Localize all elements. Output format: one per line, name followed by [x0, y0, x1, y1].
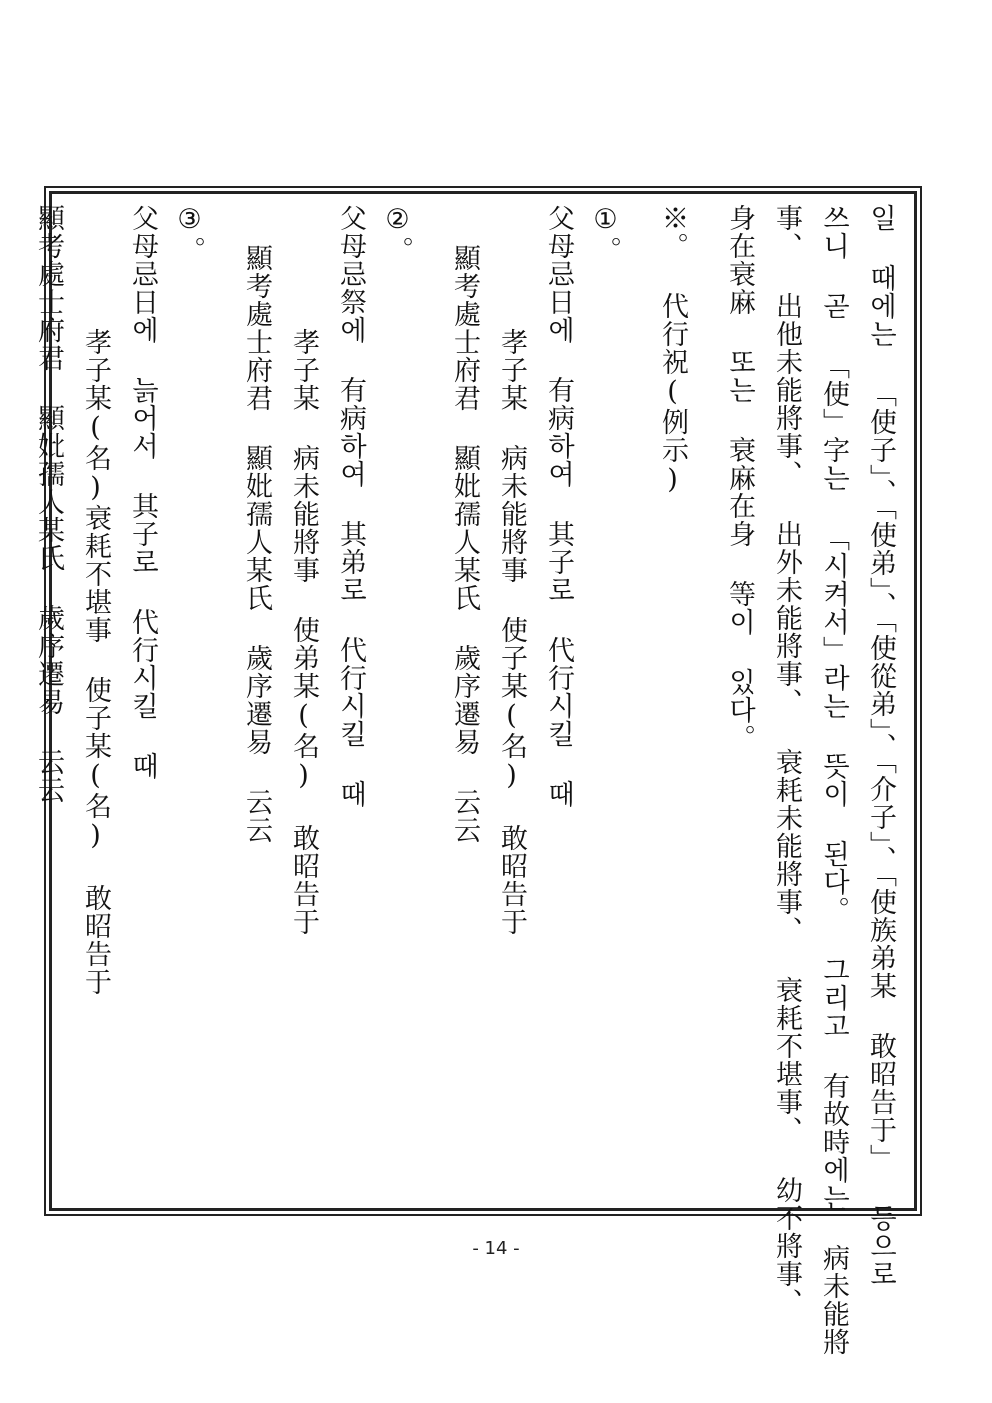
- example-1-title: 父母忌日에 有病하여 其子로 代行시킬 때: [543, 204, 574, 808]
- body-line-4: 身在衰麻 또는 衰麻在身 等이 있다。: [724, 204, 755, 752]
- body-line-1: 일 때에는 「使子」、「使弟」、「使從弟」、「介子」、「使族弟某 敢昭告于」 등으로: [865, 204, 896, 1288]
- body-line-3: 事、 出他未能將事、 出外未能將事、 衰耗未能將事、 衰耗不堪事、 幼不將事、: [771, 204, 802, 1316]
- example-3-line-2: 顯考處士府君 顯妣孺人某氏 歲序遷易 云云: [33, 204, 64, 804]
- page-number: - 14 -: [472, 1238, 520, 1259]
- example-3-line-1: 孝子某(名)衰耗不堪事 使子某(名) 敢昭告于: [80, 328, 111, 996]
- example-2-line-2: 顯考處士府君 顯妣孺人某氏 歲序遷易 云云: [241, 244, 272, 844]
- body-line-2: 쓰니 곧 「使」字는 「시켜서」라는 뜻이 된다。 그리고 有故時에는 病未能將: [818, 204, 849, 1356]
- example-2-title: 父母忌祭에 有病하여 其弟로 代行시킬 때: [335, 204, 366, 808]
- example-1-line-2: 顯考處士府君 顯妣孺人某氏 歲序遷易 云云: [449, 244, 480, 844]
- example-3-number: ③。: [174, 204, 205, 264]
- example-1-line-1: 孝子某 病未能將事 使子某(名) 敢昭告于: [496, 328, 527, 936]
- example-2-line-1: 孝子某 病未能將事 使弟某(名) 敢昭告于: [288, 328, 319, 936]
- example-2-number: ②。: [382, 204, 413, 264]
- example-1-number: ①。: [590, 204, 621, 264]
- section-heading: ※。 代行祝(例示): [657, 204, 688, 496]
- example-3-title: 父母忌日에 늙어서 其子로 代行시킬 때: [127, 204, 158, 780]
